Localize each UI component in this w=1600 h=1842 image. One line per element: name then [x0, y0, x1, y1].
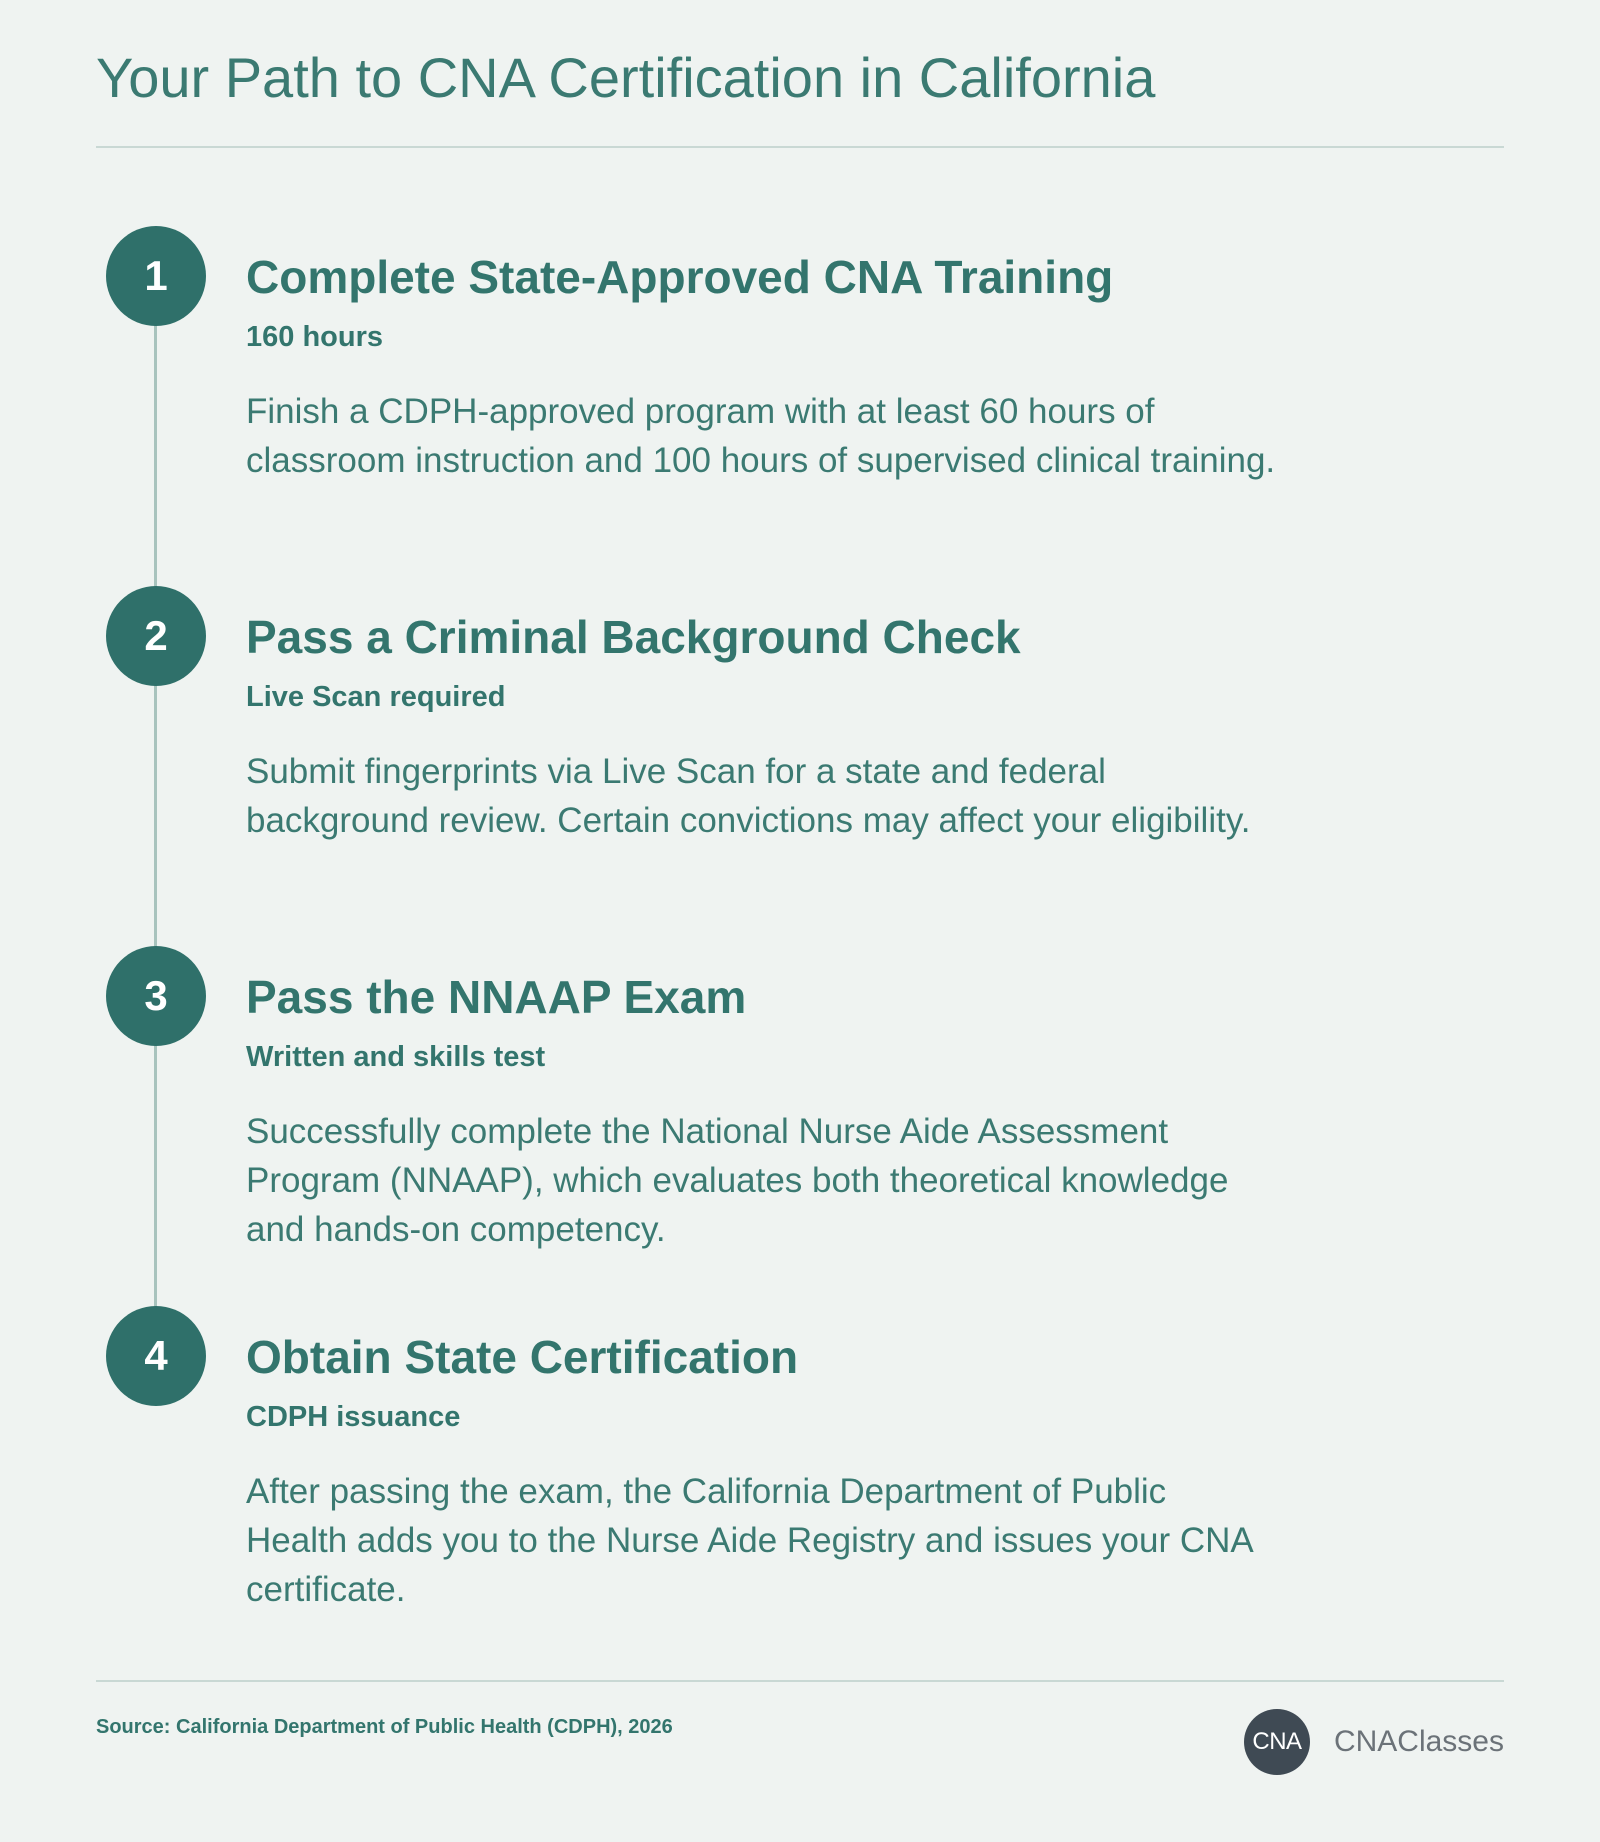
- cna-logo-icon: CNA: [1244, 1709, 1310, 1775]
- step-number-badge: 2: [106, 586, 206, 686]
- brand-name: CNAClasses: [1333, 1725, 1504, 1758]
- page-title: Your Path to CNA Certification in California: [96, 46, 1156, 109]
- header-divider: [96, 146, 1504, 148]
- brand-logo-group: [1244, 1709, 1504, 1775]
- step-description: Submit fingerprints via Live Scan for a state and federal background review. Certain convictions may affect your eligibility.: [246, 752, 1251, 840]
- step-title: Pass the NNAAP Exam: [246, 971, 747, 1023]
- step-item: [246, 1329, 1276, 1614]
- step-title: Pass a Criminal Background Check: [246, 611, 1021, 663]
- step-item: [246, 249, 1276, 485]
- step-subtitle: CDPH issuance: [246, 1401, 461, 1433]
- step-number-badge: 3: [106, 946, 206, 1046]
- step-description: Successfully complete the National Nurse Aide Assessment Program (NNAAP), which evaluates both theoretical knowledge and hands-on competency.: [246, 1112, 1229, 1249]
- step-number-badge: 1: [106, 226, 206, 326]
- step-subtitle: 160 hours: [246, 321, 383, 353]
- source-citation: Source: California Department of Public Health (CDPH), 2026: [96, 1716, 673, 1738]
- step-item: [246, 609, 1276, 845]
- step-title: Obtain State Certification: [246, 1331, 799, 1383]
- footer-divider: [96, 1680, 1504, 1682]
- step-item: [246, 969, 1276, 1254]
- step-description: After passing the exam, the California Department of Public Health adds you to the Nurse Aide Registry and issues your CNA certificate.: [246, 1472, 1252, 1609]
- step-subtitle: Written and skills test: [246, 1041, 546, 1073]
- step-number-badge: 4: [106, 1306, 206, 1406]
- step-description: Finish a CDPH-approved program with at least 60 hours of classroom instruction and 100 hours of supervised clinical training.: [246, 392, 1276, 480]
- step-subtitle: Live Scan required: [246, 681, 506, 713]
- step-title: Complete State-Approved CNA Training: [246, 251, 1114, 303]
